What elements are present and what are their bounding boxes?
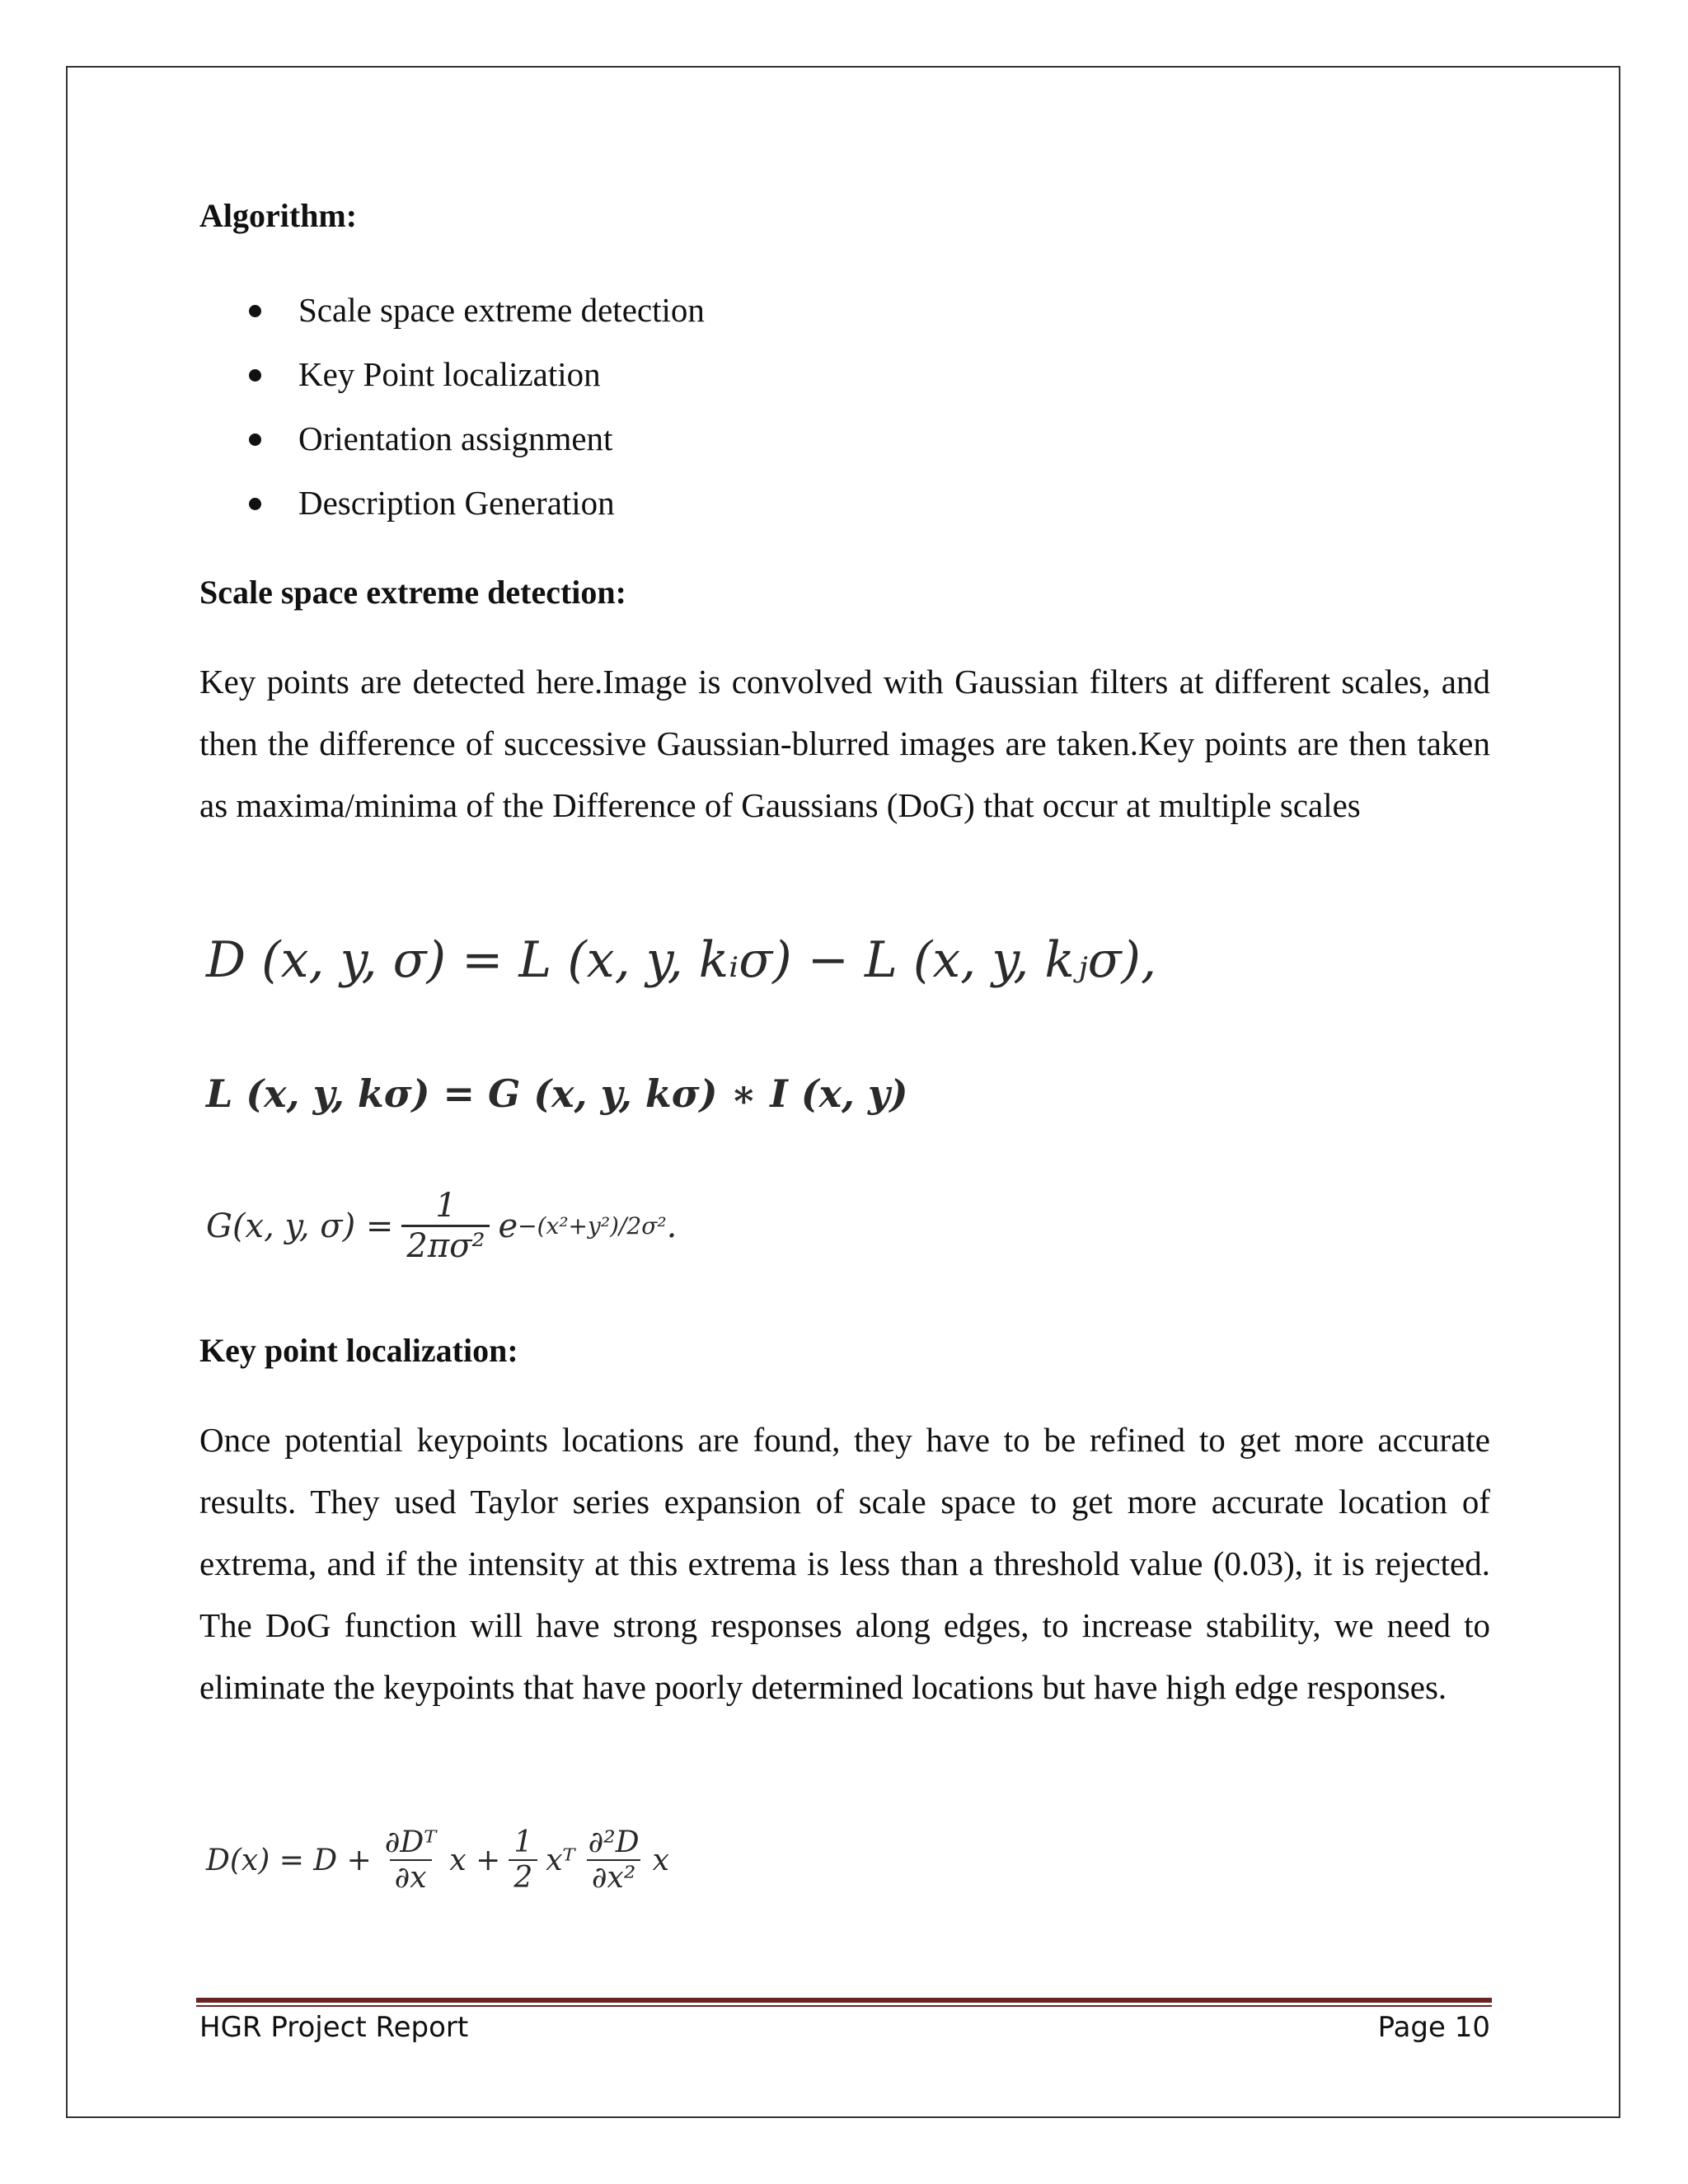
equation-taylor-fraction-1: $\frac{\text{∂Dᵀ}}{\partial x}$ <box>384 1825 437 1895</box>
equation-taylor-end: x <box>652 1843 669 1877</box>
algorithm-steps-list <box>199 288 705 546</box>
paragraph-key-point-localization: Once potential keypoints locations are found, they have to be refined to get more accurate results. They used Taylor series expansion of scale space to get more accurate location of extrema, and if the intensity at this extrema is less than a threshold value (0.03), it is rejected. The DoG function will have strong responses along edges, to increase stability, we need to eliminate the keypoints that have poorly determined locations but have high edge responses. <box>199 1421 1490 1706</box>
bullet-icon <box>249 434 261 446</box>
list-item: Scale space extreme detection <box>199 288 705 353</box>
equation-dog: D (x, y, σ) = L (x, y, kᵢσ) − L (x, y, kⱼσ), <box>206 931 1157 989</box>
equation-taylor-fraction-3: $\frac{\text{∂²D}}{\text{∂x²}}$ <box>588 1825 640 1895</box>
list-item: Orientation assignment <box>199 417 705 481</box>
footer-report-title: HGR Project Report <box>199 2011 469 2044</box>
fraction-numerator: 1 <box>435 1187 457 1225</box>
section-heading-key-point-localization: Key point localization: <box>199 1332 518 1369</box>
footer-divider <box>196 1998 1492 2007</box>
list-item: Key Point localization <box>199 353 705 417</box>
equation-taylor-fraction-2: $\frac{1}{2}$ <box>509 1825 537 1895</box>
equation-gaussian-exp-base: e <box>498 1207 518 1245</box>
bullet-icon <box>249 369 261 382</box>
equation-taylor-mid: x + <box>449 1843 501 1877</box>
equation-gaussian-end: . <box>666 1207 678 1245</box>
equation-l: L (x, y, kσ) = G (x, y, kσ) ∗ I (x, y) <box>206 1071 908 1116</box>
bullet-icon <box>249 305 261 317</box>
fraction-denominator: 2πσ² <box>401 1225 490 1265</box>
paragraph-scale-space: Key points are detected here.Image is convolved with Gaussian filters at different scales, and then the difference of successive Gaussian-blurred images are taken.Key points are then taken as maxima/minima of the Difference of Gaussians (DoG) that occur at multiple scales <box>199 663 1490 824</box>
equation-taylor-lhs: D(x) = D + <box>206 1843 372 1877</box>
equation-gaussian-exponent: −(x²+y²)/2σ² <box>518 1212 667 1240</box>
equation-gaussian-lhs: G(x, y, σ) = <box>206 1207 394 1245</box>
section-heading-scale-space: Scale space extreme detection: <box>199 574 626 611</box>
algorithm-heading: Algorithm: <box>199 197 358 234</box>
list-item: Description Generation <box>199 481 705 546</box>
equation-taylor-xt: xᵀ <box>546 1843 575 1877</box>
bullet-icon <box>249 498 261 510</box>
equation-gaussian-fraction <box>401 1187 490 1265</box>
footer-page-number: Page 10 <box>1377 2011 1490 2044</box>
equation-gaussian <box>206 1187 677 1265</box>
equation-taylor <box>206 1825 669 1895</box>
